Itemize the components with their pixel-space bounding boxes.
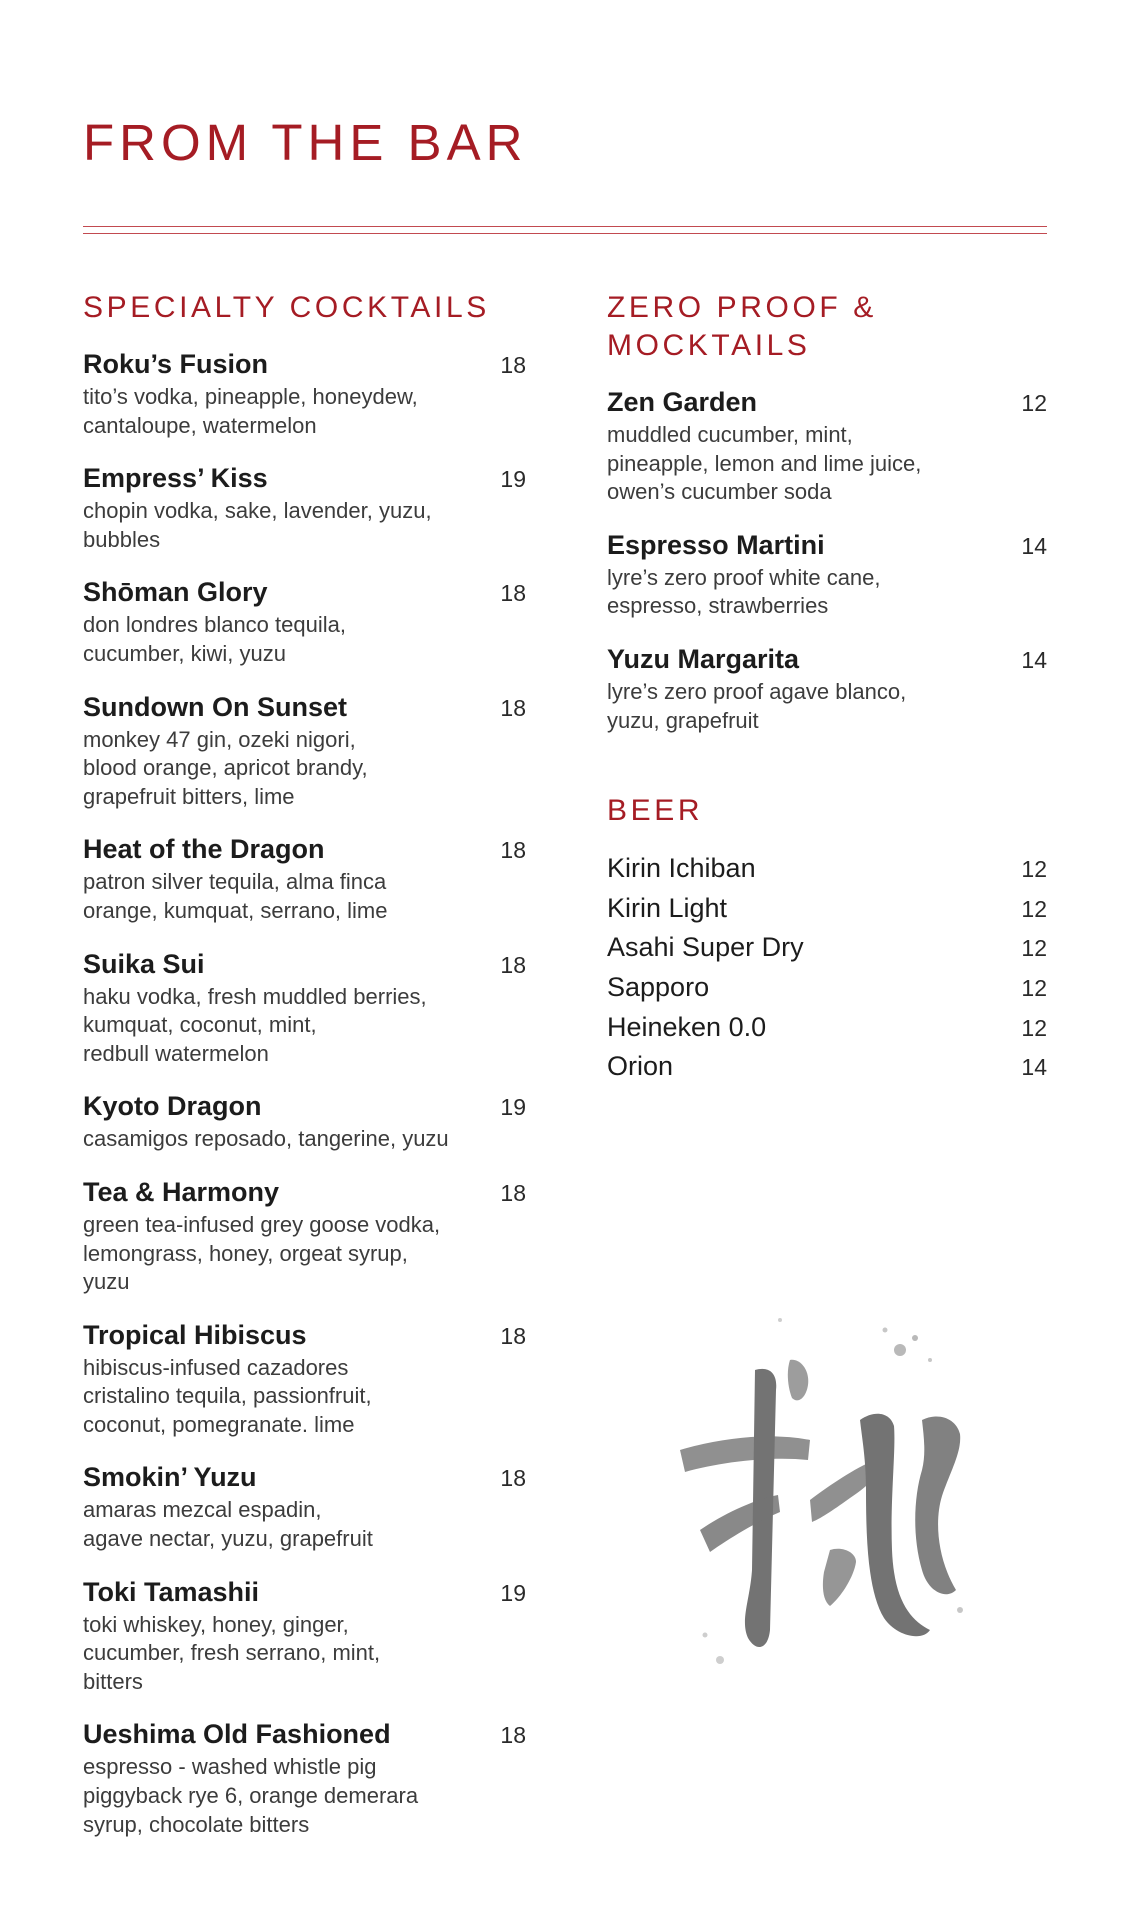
item-description: don londres blanco tequila, cucumber, kiwi, yuzu (83, 612, 346, 666)
beer-price: 12 (1021, 856, 1047, 883)
menu-item (83, 947, 526, 1069)
beer-name: Kirin Ichiban (607, 853, 756, 884)
item-description: muddled cucumber, mint, pineapple, lemon and lime juice, owen’s cucumber soda (607, 422, 922, 505)
menu-item (83, 690, 526, 812)
item-name: Heat of the Dragon (83, 834, 325, 865)
item-price: 18 (500, 1179, 526, 1206)
section-title-line: MOCKTAILS (607, 329, 811, 362)
item-price: 19 (500, 1579, 526, 1606)
menu-item (83, 1717, 526, 1839)
menu-item (83, 347, 526, 440)
menu-item (83, 1089, 526, 1154)
beer-price: 12 (1021, 1014, 1047, 1041)
item-price: 18 (500, 951, 526, 978)
item-name: Zen Garden (607, 387, 758, 417)
beer-section (607, 792, 1047, 1087)
beer-price: 14 (1021, 1054, 1047, 1081)
item-price: 18 (500, 1322, 526, 1349)
beer-list (607, 849, 1047, 1087)
item-name: Smokin’ Yuzu (83, 1462, 257, 1493)
item-description: toki whiskey, honey, ginger, cucumber, fresh serrano, mint, bitters (83, 1611, 381, 1694)
item-description: hibiscus-infused cazadores cristalino tequila, passionfruit, coconut, pomegranate. lime (83, 1354, 372, 1437)
item-name: Yuzu Margarita (607, 643, 800, 674)
specialty-list (83, 347, 526, 1839)
beer-row (607, 968, 1047, 1008)
item-name: Suika Sui (83, 948, 205, 979)
beer-name: Kirin Light (607, 892, 728, 923)
item-price: 18 (500, 837, 526, 864)
divider-rule-top (83, 226, 1047, 227)
beer-name: Asahi Super Dry (607, 932, 804, 963)
beer-row (607, 928, 1047, 968)
beer-name: Heineken 0.0 (607, 1011, 767, 1042)
beer-price: 12 (1021, 935, 1047, 962)
item-description: tito’s vodka, pineapple, honeydew, cantaloupe, watermelon (83, 384, 418, 438)
item-name: Shōman Glory (83, 577, 268, 608)
item-description: amaras mezcal espadin, agave nectar, yuzu, grapefruit (83, 1497, 373, 1552)
zero-proof-list (607, 385, 1047, 735)
item-price: 18 (500, 580, 526, 607)
item-price: 19 (500, 1094, 526, 1121)
menu-item (607, 528, 1047, 621)
beer-name: Orion (607, 1051, 674, 1082)
beer-row (607, 889, 1047, 929)
item-price: 18 (500, 694, 526, 721)
item-name: Kyoto Dragon (83, 1091, 262, 1122)
menu-item (83, 832, 526, 925)
beer-row (607, 1008, 1047, 1048)
section-title-line: ZERO PROOF & (607, 291, 877, 324)
beer-price: 12 (1021, 895, 1047, 922)
item-price: 14 (1021, 646, 1047, 673)
item-price: 18 (500, 1722, 526, 1749)
menu-item (83, 575, 526, 668)
item-name: Tea & Harmony (83, 1176, 280, 1207)
item-description: lyre’s zero proof white cane, espresso, strawberries (607, 564, 881, 619)
item-name: Ueshima Old Fashioned (83, 1719, 391, 1750)
section-title-specialty: SPECIALTY COCKTAILS (83, 291, 490, 324)
beer-price: 12 (1021, 974, 1047, 1001)
item-price: 18 (500, 1465, 526, 1492)
item-description: chopin vodka, sake, lavender, yuzu, bubbles (83, 498, 432, 552)
section-title-zero-proof (607, 289, 1047, 365)
menu-item (83, 1460, 526, 1553)
menu-item (83, 1575, 526, 1697)
specialty-cocktails-column (83, 289, 526, 1860)
item-description: casamigos reposado, tangerine, yuzu (83, 1126, 449, 1152)
beer-row (607, 849, 1047, 889)
item-price: 14 (1021, 532, 1047, 559)
item-description: haku vodka, fresh muddled berries, kumquat, coconut, mint, redbull watermelon (83, 983, 427, 1066)
menu-item (607, 642, 1047, 735)
calligraphy-brush-icon (660, 1300, 990, 1700)
zero-proof-and-beer-column (607, 289, 1047, 1087)
item-name: Espresso Martini (607, 529, 825, 560)
page-title: FROM THE BAR (83, 114, 528, 171)
item-price: 12 (1021, 390, 1047, 416)
item-description: lyre’s zero proof agave blanco, yuzu, grapefruit (607, 678, 907, 733)
item-description: patron silver tequila, alma finca orange, kumquat, serrano, lime (83, 869, 388, 923)
item-name: Roku’s Fusion (83, 349, 269, 379)
beer-row (607, 1047, 1047, 1087)
item-name: Empress’ Kiss (83, 463, 268, 494)
menu-item (83, 1318, 526, 1440)
item-description: monkey 47 gin, ozeki nigori, blood orange, apricot brandy, grapefruit bitters, lime (83, 726, 368, 809)
item-name: Toki Tamashii (83, 1576, 260, 1607)
item-name: Sundown On Sunset (83, 691, 347, 722)
item-name: Tropical Hibiscus (83, 1319, 307, 1350)
menu-item (607, 385, 1047, 507)
divider-rule-bottom (83, 233, 1047, 234)
item-price: 19 (500, 466, 526, 493)
menu-item (83, 461, 526, 554)
item-price: 18 (500, 352, 526, 378)
section-title-beer: BEER (607, 794, 704, 828)
beer-name: Sapporo (607, 971, 710, 1002)
item-description: espresso - washed whistle pig piggyback rye 6, orange demerara syrup, chocolate bitters (83, 1754, 419, 1837)
item-description: green tea-infused grey goose vodka, lemongrass, honey, orgeat syrup, yuzu (83, 1211, 441, 1295)
menu-item (83, 1175, 526, 1297)
